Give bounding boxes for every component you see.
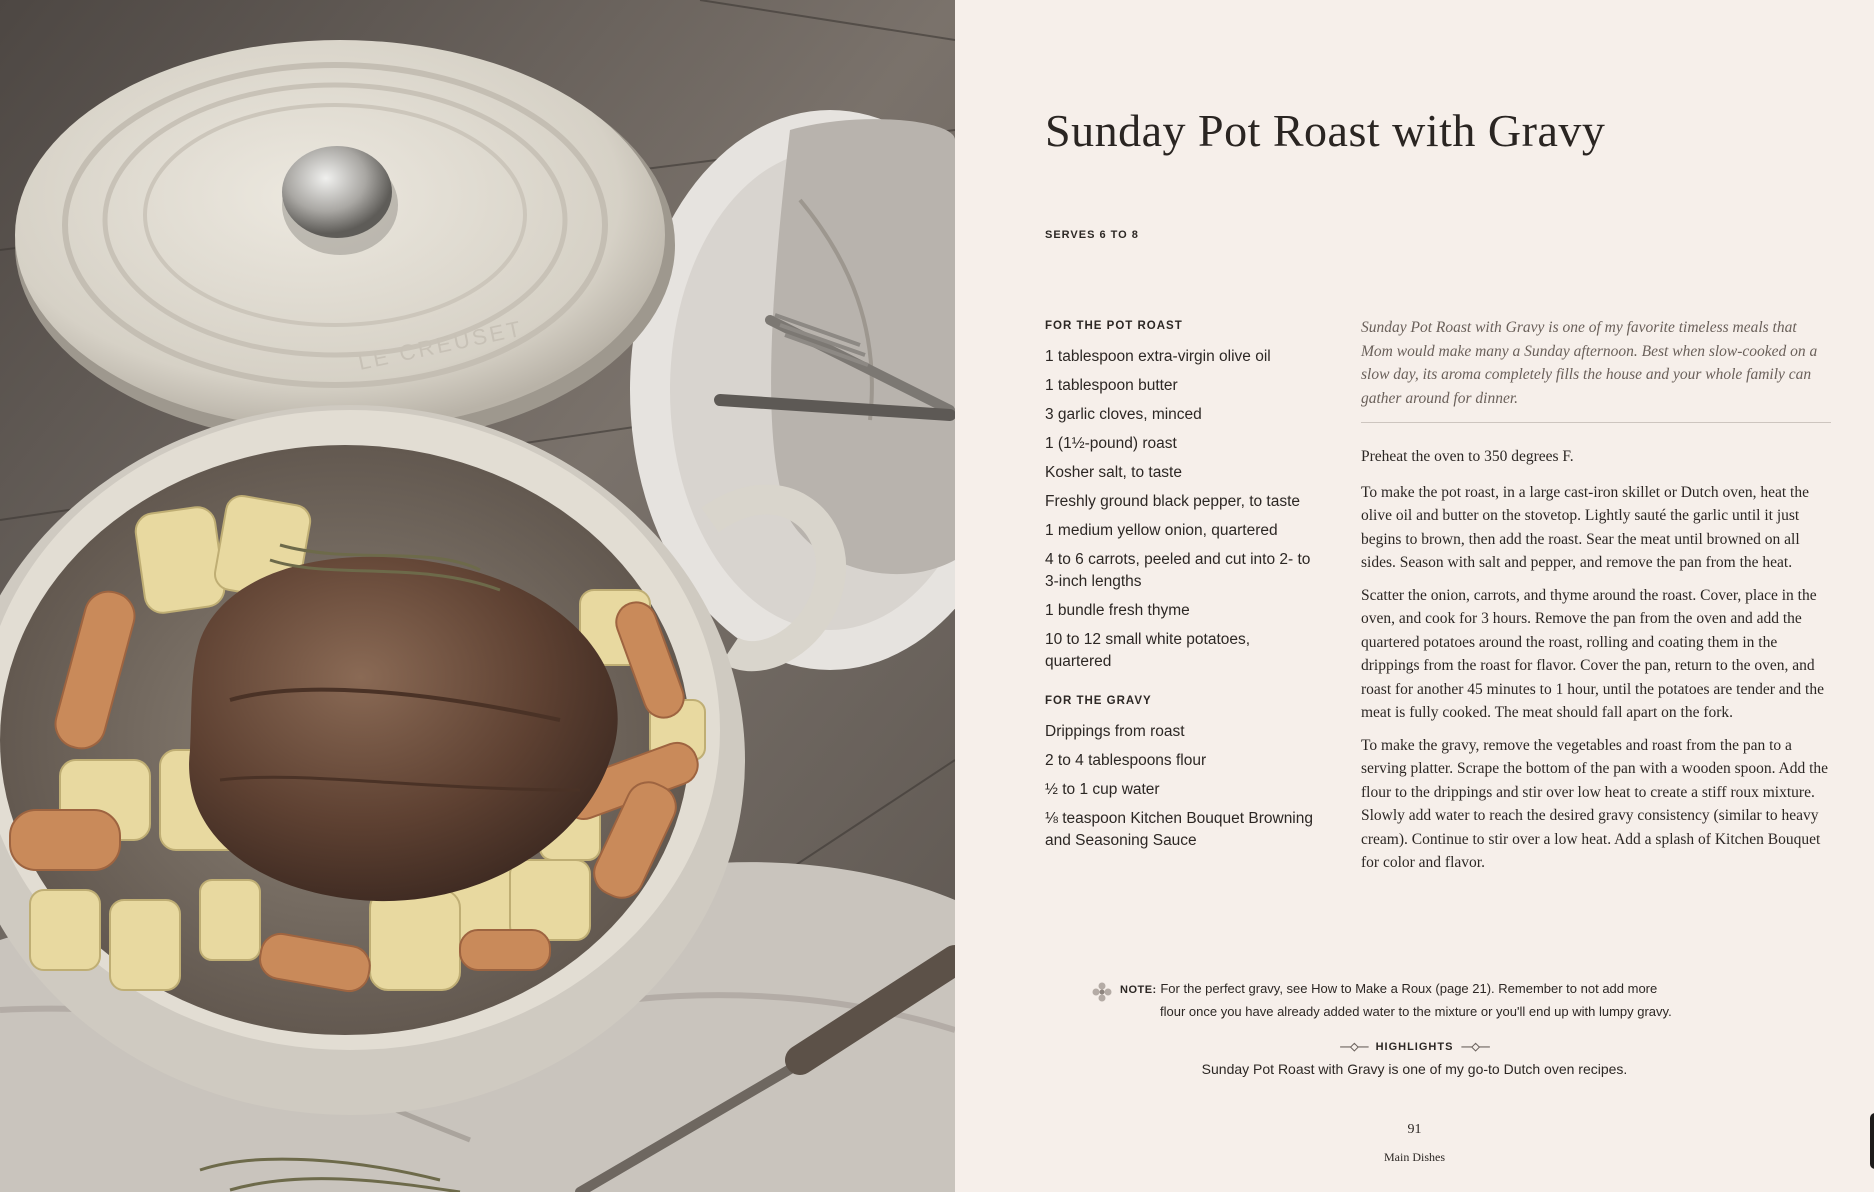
ingredient-item: 1 bundle fresh thyme (1045, 602, 1190, 619)
method-step: To make the gravy, remove the vegetables and roast from the pan to a serving platter. Scrape the bottom of the pan with a wooden spoon. Add the flour to the drippings and stir over low heat to create a stiff roux mixture. Slowly add water to reach the desired gravy consistency (similar to heavy cream). Continue to stir over a low heat. Add a splash of Kitchen Bouquet for color and flavor. (1361, 736, 1829, 871)
ingredient-item: 10 to 12 small white potatoes, quartered (1045, 631, 1251, 670)
recipe-intro: Sunday Pot Roast with Gravy is one of my favorite timeless meals that Mom would make many a Sunday afternoon. Best when slow-cooked on a slow day, its aroma completely fills the house and your whole family can gather around for dinner. (1361, 316, 1831, 423)
ornament-right-icon: —◇— (1461, 1041, 1489, 1053)
ingredient-item: Kosher salt, to taste (1045, 464, 1182, 481)
ingredient-item: 1 tablespoon butter (1045, 377, 1178, 394)
highlights-label: HIGHLIGHTS (1375, 1040, 1454, 1053)
ingredient-item: 2 to 4 tablespoons flour (1045, 752, 1207, 769)
recipe-page (955, 0, 1874, 1192)
ingredient-item: 4 to 6 carrots, peeled and cut into 2- to 3-inch lengths (1045, 551, 1311, 590)
method-step: Scatter the onion, carrots, and thyme around the roast. Cover, place in the oven, and cook for 3 hours. Remove the pan from the oven and add the quartered potatoes around the roast, rolling and coating them in the drippings from the roast for flavor. Cover the pan, return to the oven, and roast for another 45 minutes to 1 hour, until the potatoes are tender and the meat is fully cooked. The meat should fall apart on the fork. (1361, 586, 1824, 721)
ingredient-item: 1 tablespoon extra-virgin olive oil (1045, 348, 1271, 365)
ingredient-item: 1 (1½-pound) roast (1045, 435, 1177, 452)
note-label: NOTE: (1120, 984, 1157, 996)
ingredient-group-heading: FOR THE GRAVY (1045, 695, 1152, 707)
note-text-line1: For the perfect gravy, see How to Make a Roux (page 21). Remember to not add more (1160, 981, 1658, 996)
highlights-heading (1340, 1040, 1489, 1053)
lid-brand: LE CREUSET (355, 315, 526, 375)
note-text-line2: flour once you have already added water to the mixture or you'll end up with lumpy gravy. (1160, 1004, 1672, 1019)
highlights-text: Sunday Pot Roast with Gravy is one of my go-to Dutch oven recipes. (1201, 1061, 1628, 1077)
ingredient-item: 3 garlic cloves, minced (1045, 406, 1202, 423)
highlights-block (955, 1037, 1874, 1077)
page-edge-handle[interactable] (1870, 1113, 1874, 1169)
ornament-left-icon: —◇— (1340, 1041, 1368, 1053)
ingredients-column (1045, 320, 1315, 874)
method-step: Preheat the oven to 350 degrees F. (1361, 448, 1574, 465)
ingredient-list-gravy (1045, 721, 1315, 852)
ingredient-item: ⅛ teaspoon Kitchen Bouquet Browning and Seasoning Sauce (1045, 810, 1313, 849)
ingredient-list-pot-roast (1045, 346, 1315, 673)
ingredient-item: 1 medium yellow onion, quartered (1045, 522, 1278, 539)
ingredient-item: Freshly ground black pepper, to taste (1045, 493, 1301, 510)
section-name: Main Dishes (1384, 1150, 1445, 1164)
recipe-note (1120, 978, 1760, 1022)
serves-label: SERVES 6 TO 8 (1045, 229, 1139, 241)
ingredient-group-heading: FOR THE POT ROAST (1045, 320, 1183, 332)
ingredient-item: Drippings from roast (1045, 723, 1185, 740)
method-step: To make the pot roast, in a large cast-iron skillet or Dutch oven, heat the olive oil and butter on the stovetop. Lightly sauté the garlic until it just begins to brown, then add the roast. Sear the meat until browned on all sides. Season with salt and pepper, and remove the pan from the heat. (1361, 483, 1809, 571)
method-column (1361, 316, 1831, 884)
page-title: Sunday Pot Roast with Gravy (1045, 105, 1606, 156)
flower-icon (1090, 980, 1114, 1004)
page-number: 91 (1407, 1122, 1422, 1137)
ingredient-item: ½ to 1 cup water (1045, 781, 1160, 798)
